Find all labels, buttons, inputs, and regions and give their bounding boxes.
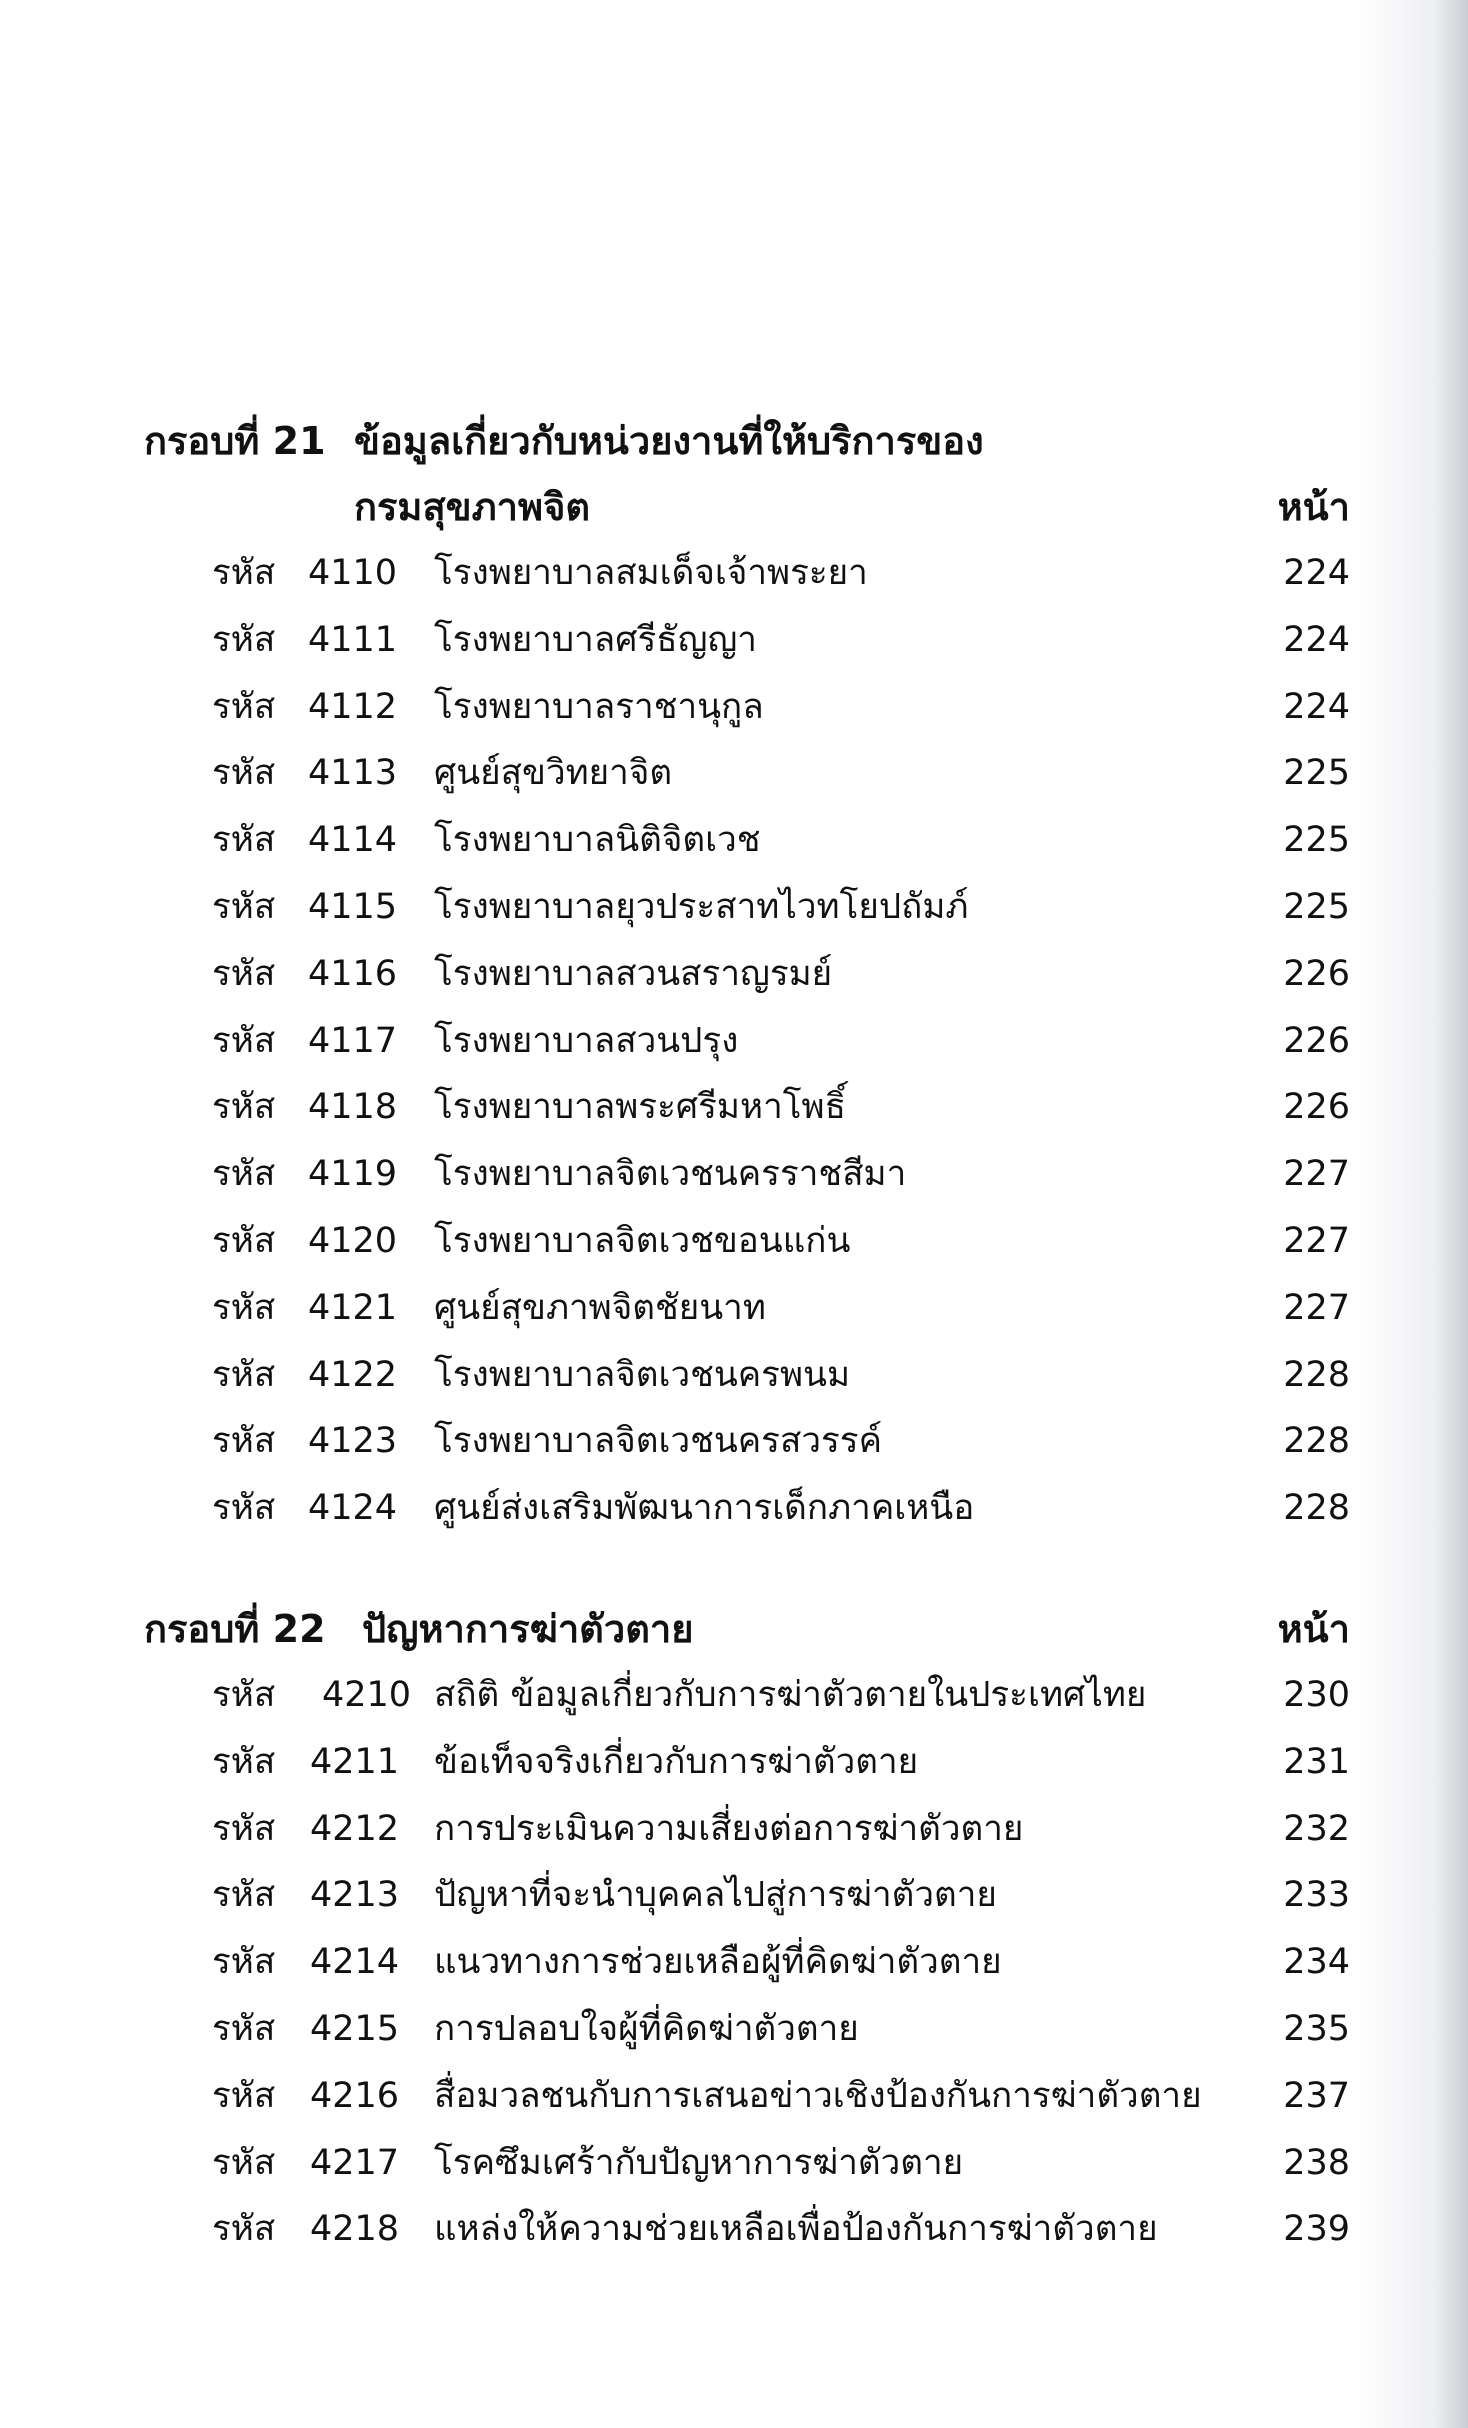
entry-code: 4215 [310, 2008, 400, 2049]
entry-page: 230 [1283, 1675, 1350, 1715]
entry-name: โรงพยาบาลสวนสราญรมย์ [434, 953, 833, 994]
entry-name: การปลอบใจผู้ที่คิดฆ่าตัวตาย [434, 2008, 859, 2049]
entry-page: 226 [1283, 1087, 1350, 1128]
entry-code: 4124 [308, 1488, 398, 1529]
entry-page: 238 [1283, 2142, 1350, 2183]
entry-name: โรงพยาบาลสมเด็จเจ้าพระยา [434, 553, 868, 593]
entry-page: 225 [1283, 820, 1350, 861]
entry-code: 4213 [310, 1875, 400, 1916]
entry-code: 4119 [308, 1154, 398, 1195]
entry-name: โรงพยาบาลพระศรีมหาโพธิ์ [434, 1087, 846, 1128]
toc-entry [0, 807, 1468, 874]
entry-page: 237 [1283, 2075, 1350, 2116]
entry-page: 228 [1283, 1354, 1350, 1395]
code-label: รหัส [212, 553, 276, 593]
code-label: รหัส [212, 1020, 276, 1061]
code-label: รหัส [212, 1875, 276, 1916]
toc-entry [0, 874, 1468, 941]
toc-entry [0, 941, 1468, 1008]
toc-entry-list [0, 540, 1468, 1542]
entry-page: 231 [1283, 1741, 1350, 1782]
section-heading [0, 408, 1468, 474]
code-label: รหัส [212, 619, 276, 660]
toc-entry [0, 1074, 1468, 1141]
code-label: รหัส [212, 1808, 276, 1849]
toc-entry [0, 1208, 1468, 1275]
toc-section-22 [0, 1596, 1468, 2263]
entry-code: 4117 [308, 1020, 398, 1061]
toc-entry [0, 1475, 1468, 1542]
entry-name: สถิติ ข้อมูลเกี่ยวกับการฆ่าตัวตายในประเทศไทย [434, 1675, 1147, 1715]
entry-name: ปัญหาที่จะนำบุคคลไปสู่การฆ่าตัวตาย [434, 1875, 997, 1916]
entry-code: 4113 [308, 753, 398, 794]
code-label: รหัส [212, 1087, 276, 1128]
toc-entry [0, 1862, 1468, 1929]
toc-entry [0, 1408, 1468, 1475]
entry-page: 227 [1283, 1287, 1350, 1328]
entry-page: 225 [1283, 886, 1350, 927]
toc-entry [0, 1996, 1468, 2063]
entry-page: 224 [1283, 619, 1350, 660]
code-label: รหัส [212, 1488, 276, 1529]
entry-name: โรงพยาบาลจิตเวชนครพนม [434, 1354, 851, 1395]
code-label: รหัส [212, 1220, 276, 1261]
section-number: กรอบที่ 22 [144, 1607, 326, 1651]
toc-entry [0, 1141, 1468, 1208]
code-label: รหัส [212, 1287, 276, 1328]
code-label: รหัส [212, 753, 276, 794]
code-label: รหัส [212, 953, 276, 994]
entry-code: 4110 [308, 553, 398, 593]
entry-code: 4216 [310, 2075, 400, 2116]
entry-code: 4122 [308, 1354, 398, 1395]
entry-name: การประเมินความเสี่ยงต่อการฆ่าตัวตาย [434, 1808, 1024, 1849]
entry-page: 228 [1283, 1488, 1350, 1529]
entry-code: 4218 [310, 2209, 400, 2250]
code-label: รหัส [212, 1741, 276, 1782]
section-heading [0, 1596, 1468, 1662]
entry-name: แนวทางการช่วยเหลือผู้ที่คิดฆ่าตัวตาย [434, 1942, 1002, 1983]
entry-name: โรงพยาบาลจิตเวชนครราชสีมา [434, 1154, 907, 1195]
entry-name: ศูนย์สุขวิทยาจิต [434, 753, 673, 794]
entry-code: 4116 [308, 953, 398, 994]
toc-entry [0, 1929, 1468, 1996]
entry-page: 232 [1283, 1808, 1350, 1849]
toc-section-21 [0, 408, 1468, 1542]
entry-page: 234 [1283, 1942, 1350, 1983]
code-label: รหัส [212, 686, 276, 727]
code-label: รหัส [212, 1942, 276, 1983]
entry-code: 4214 [310, 1942, 400, 1983]
entry-name: ศูนย์ส่งเสริมพัฒนาการเด็กภาคเหนือ [434, 1488, 975, 1529]
toc-entry [0, 1342, 1468, 1409]
code-label: รหัส [212, 2142, 276, 2183]
entry-name: โรงพยาบาลศรีธัญญา [434, 619, 757, 660]
entry-page: 227 [1283, 1154, 1350, 1195]
code-label: รหัส [212, 2209, 276, 2250]
toc-entry-list [0, 1662, 1468, 2263]
entry-code: 4212 [310, 1808, 400, 1849]
toc-entry [0, 2130, 1468, 2197]
section-title: ปัญหาการฆ่าตัวตาย [362, 1607, 694, 1651]
entry-code: 4123 [308, 1421, 398, 1462]
entry-code: 4112 [308, 686, 398, 727]
entry-code: 4217 [310, 2142, 400, 2183]
code-label: รหัส [212, 820, 276, 861]
code-label: รหัส [212, 1354, 276, 1395]
page-column-label: หน้า [1277, 1607, 1350, 1651]
entry-page: 233 [1283, 1875, 1350, 1916]
toc-entry [0, 1729, 1468, 1796]
code-label: รหัส [212, 1675, 276, 1715]
entry-name: โรงพยาบาลสวนปรุง [434, 1020, 739, 1061]
entry-name: โรงพยาบาลจิตเวชขอนแก่น [434, 1220, 851, 1261]
toc-entry [0, 540, 1468, 607]
entry-name: โรงพยาบาลนิติจิตเวช [434, 820, 761, 861]
entry-name: ศูนย์สุขภาพจิตชัยนาท [434, 1287, 766, 1328]
entry-code: 4115 [308, 886, 398, 927]
entry-code: 4120 [308, 1220, 398, 1261]
entry-code: 4121 [308, 1287, 398, 1328]
entry-name: โรงพยาบาลจิตเวชนครสวรรค์ [434, 1421, 883, 1462]
entry-name: โรคซึมเศร้ากับปัญหาการฆ่าตัวตาย [434, 2142, 964, 2183]
toc-entry [0, 1008, 1468, 1075]
entry-page: 235 [1283, 2008, 1350, 2049]
toc-entry [0, 1662, 1468, 1729]
toc-entry [0, 2196, 1468, 2263]
entry-page: 227 [1283, 1220, 1350, 1261]
toc-entry [0, 1796, 1468, 1863]
entry-code: 4210 [322, 1675, 412, 1715]
code-label: รหัส [212, 2075, 276, 2116]
toc-entry [0, 607, 1468, 674]
section-subtitle: กรมสุขภาพจิต [354, 485, 591, 529]
toc-entry [0, 674, 1468, 741]
toc-entry [0, 2063, 1468, 2130]
entry-page: 228 [1283, 1421, 1350, 1462]
code-label: รหัส [212, 886, 276, 927]
code-label: รหัส [212, 1154, 276, 1195]
entry-code: 4118 [308, 1087, 398, 1128]
entry-code: 4111 [308, 619, 398, 660]
section-number: กรอบที่ 21 [144, 419, 326, 463]
code-label: รหัส [212, 1421, 276, 1462]
section-title: ข้อมูลเกี่ยวกับหน่วยงานที่ให้บริการของ [354, 419, 984, 463]
page-column-label: หน้า [1277, 485, 1350, 529]
entry-page: 226 [1283, 953, 1350, 994]
entry-name: ข้อเท็จจริงเกี่ยวกับการฆ่าตัวตาย [434, 1741, 919, 1782]
section-subtitle-line [0, 474, 1468, 540]
entry-code: 4211 [310, 1741, 400, 1782]
entry-page: 239 [1283, 2209, 1350, 2250]
code-label: รหัส [212, 2008, 276, 2049]
entry-page: 224 [1283, 553, 1350, 593]
entry-page: 226 [1283, 1020, 1350, 1061]
entry-name: โรงพยาบาลราชานุกูล [434, 686, 764, 727]
entry-page: 224 [1283, 686, 1350, 727]
entry-name: โรงพยาบาลยุวประสาทไวทโยปถัมภ์ [434, 886, 969, 927]
entry-page: 225 [1283, 753, 1350, 794]
toc-entry [0, 1275, 1468, 1342]
toc-entry [0, 740, 1468, 807]
entry-name: สื่อมวลชนกับการเสนอข่าวเชิงป้องกันการฆ่าตัวตาย [434, 2075, 1202, 2116]
entry-code: 4114 [308, 820, 398, 861]
entry-name: แหล่งให้ความช่วยเหลือเพื่อป้องกันการฆ่าตัวตาย [434, 2209, 1158, 2250]
